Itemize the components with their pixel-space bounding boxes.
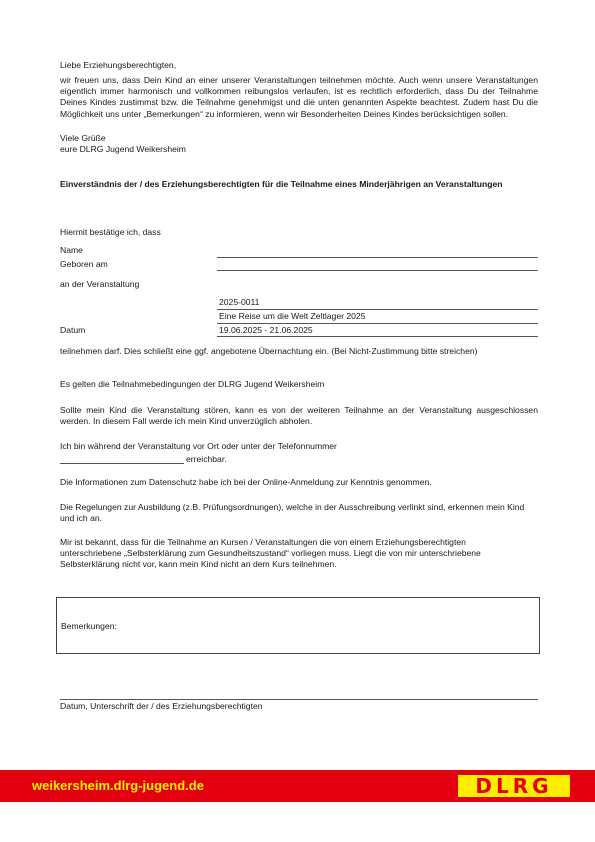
- name-label: Name: [60, 245, 83, 255]
- remarks-box[interactable]: [56, 597, 540, 654]
- intro-paragraph: wir freuen uns, dass Dein Kind an einer unserer Veranstaltungen teilnehmen möchte. Auch wenn unsere Veranstaltungen eigentlich immer harmonisch und vollkommen reibungslos verlaufen, ist es rechtlich erforderlich, dass Du der Teilnahme Deines Kindes zustimmst bzw. die Teilnahme genehmigst und die unten genannten Aspekte beachtest. Zudem hast Du die Möglichkeit uns unter „Bemerkungen“ zu informieren, wenn wir Besonderheiten Deines Kindes berücksichtigen sollen.: [60, 75, 538, 119]
- signoff: eure DLRG Jugend Weikersheim: [60, 144, 186, 154]
- reach-suffix: erreichbar.: [186, 454, 227, 464]
- footer-bar: [0, 770, 595, 802]
- privacy-text: Die Informationen zum Datenschutz habe ich bei der Online-Anmeldung zur Kenntnis genommen.: [60, 477, 432, 487]
- event-title: Eine Reise um die Welt Zeltlager 2025: [219, 311, 366, 321]
- date-label: Datum: [60, 325, 86, 335]
- greeting: Liebe Erziehungsberechtigten,: [60, 60, 177, 70]
- participation-text: teilnehmen darf. Dies schließt eine ggf. angebotene Übernachtung ein. (Bei Nicht-Zustimmung bitte streichen): [60, 346, 478, 356]
- confirm-text: Hiermit bestätige ich, dass: [60, 227, 161, 237]
- reach-text: Ich bin während der Veranstaltung vor Ort oder unter der Telefonnummer: [60, 441, 337, 451]
- event-dates: 19.06.2025 - 21.06.2025: [219, 325, 313, 335]
- signature-line[interactable]: [60, 699, 538, 700]
- name-field[interactable]: [217, 257, 538, 258]
- phone-field[interactable]: [60, 463, 184, 464]
- event-label: an der Veranstaltung: [60, 279, 140, 289]
- birth-field[interactable]: [217, 270, 538, 271]
- birth-label: Geboren am: [60, 259, 108, 269]
- health-text: Mir ist bekannt, dass für die Teilnahme an Kursen / Veranstaltungen die von einem Erziehungsberechtigten unterschriebene „Selbsterklärung zum Gesundheitszustand“ vorliegen muss. Liegt die von mir unterschriebene Selbsterklärung nicht vor, kann mein Kind nicht an dem Kurs teilnehmen.: [60, 537, 481, 570]
- consent-heading: Einverständnis der / des Erziehungsberechtigten für die Teilnahme eines Minderjährigen an Veranstaltungen: [60, 179, 503, 189]
- disturb-text: Sollte mein Kind die Veranstaltung stören, kann es von der weiteren Teilnahme an der Veranstaltung ausgeschlossen werden. In diesem Fall werde ich mein Kind unverzüglich abholen.: [60, 405, 538, 427]
- signature-label: Datum, Unterschrift der / des Erziehungsberechtigten: [60, 701, 263, 711]
- conditions-text: Es gelten die Teilnahmebedingungen der DLRG Jugend Weikersheim: [60, 379, 325, 389]
- closing: Viele Grüße: [60, 133, 106, 143]
- training-text: Die Regelungen zur Ausbildung (z.B. Prüfungsordnungen), welche in der Ausschreibung verlinkt sind, erkennen mein Kind und ich an.: [60, 502, 525, 524]
- footer-url[interactable]: weikersheim.dlrg-jugend.de: [32, 778, 204, 793]
- event-number-line: [217, 309, 538, 310]
- remarks-label: Bemerkungen:: [61, 621, 117, 631]
- dlrg-logo: DLRG: [458, 775, 570, 797]
- event-title-line: [217, 323, 538, 324]
- event-number: 2025-0011: [219, 297, 260, 307]
- event-dates-line: [217, 336, 538, 337]
